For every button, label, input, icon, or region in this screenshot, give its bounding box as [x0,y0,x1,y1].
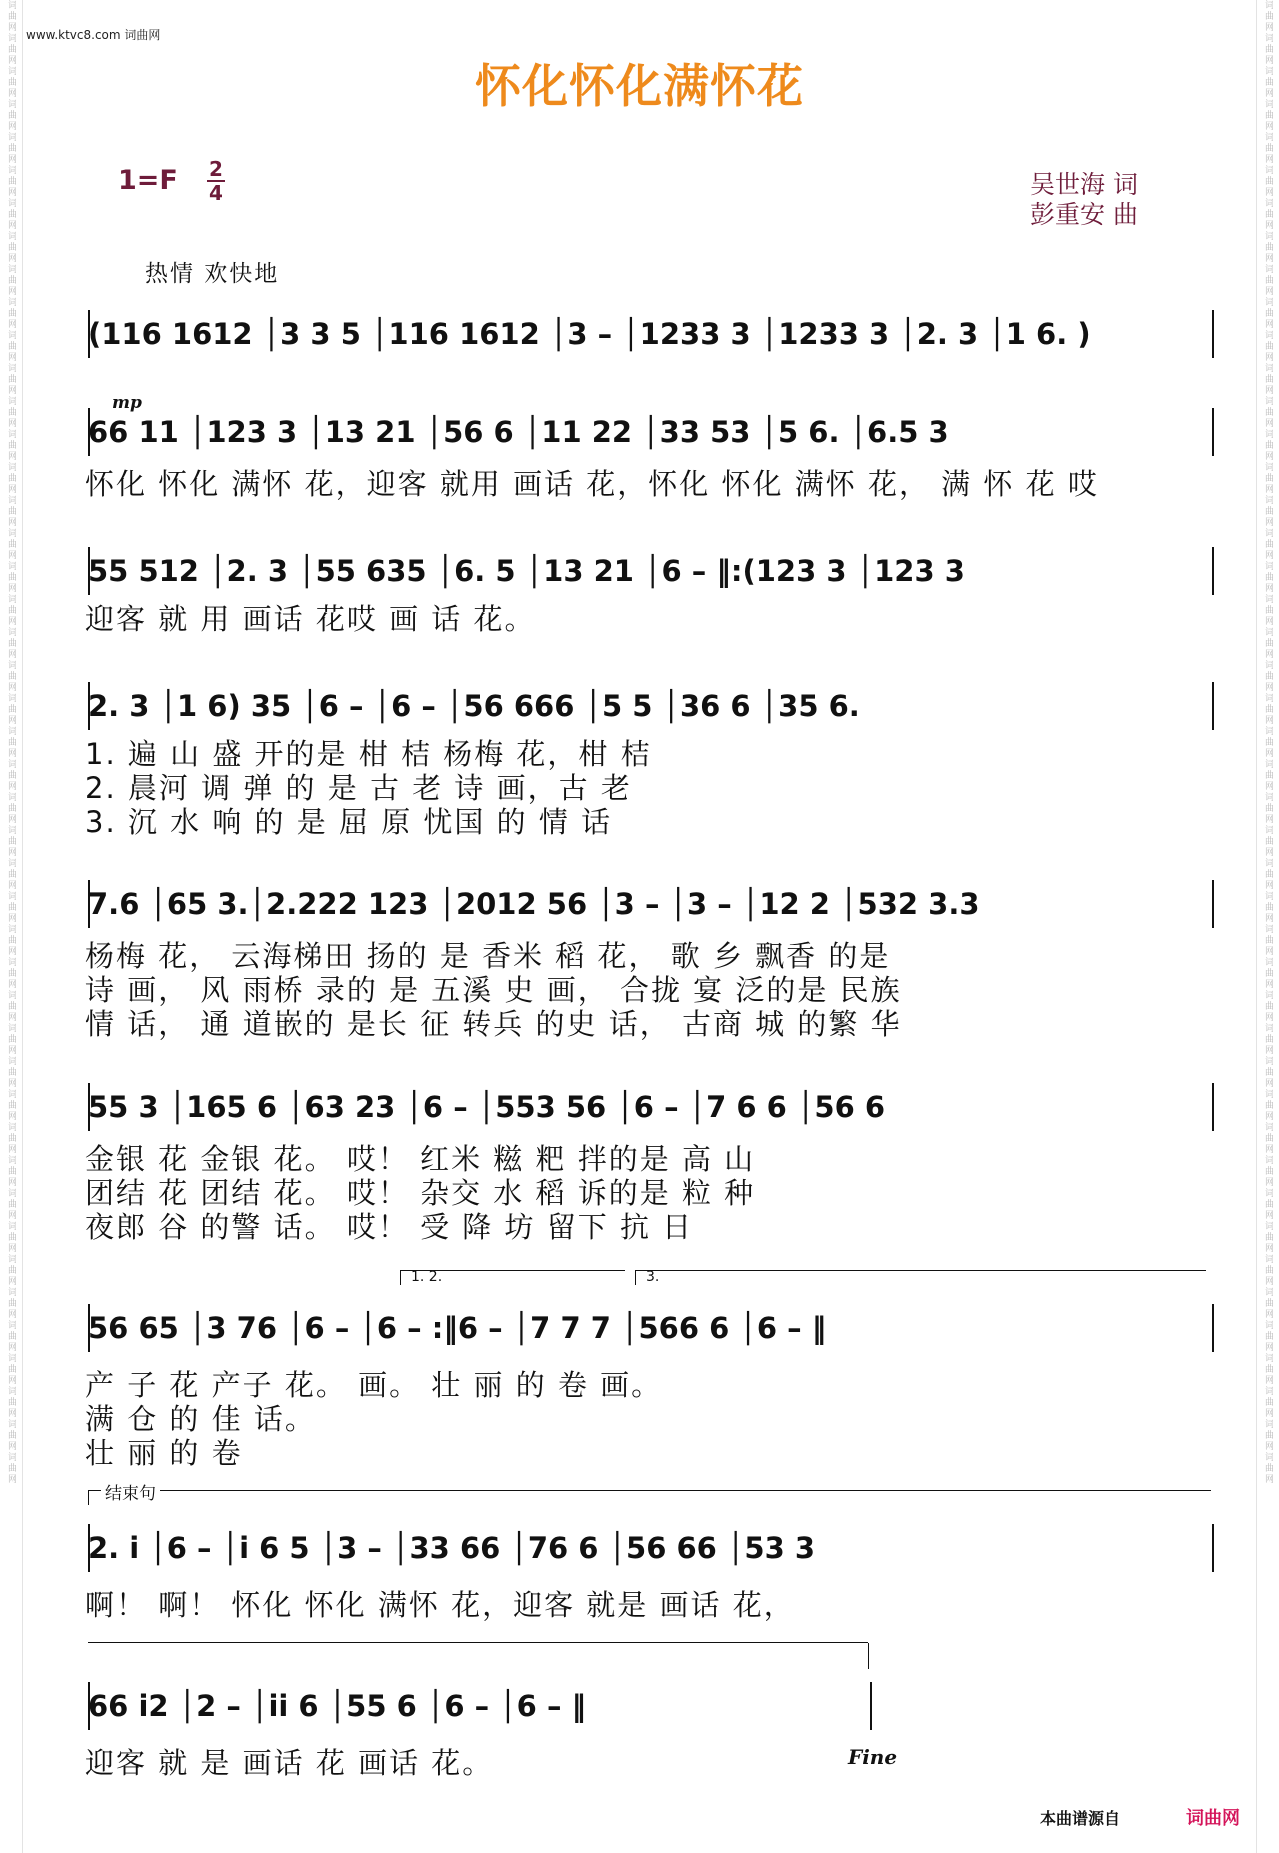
system-4-lyrics-verse-3: 3. 沉 水 响 的 是 屈 原 忧国 的 情 话 [85,805,613,839]
fine-marking: Fine [848,1745,898,1769]
system-7-lyrics-verse-2: 满 仓 的 佳 话。 [85,1402,316,1436]
system-7-lyrics-verse-1: 产 子 花 产子 花。 画。 壮 丽 的 卷 画。 [85,1368,663,1402]
left-watermark-text: 词曲网词曲网词曲网词曲网词曲网词曲网词曲网词曲网词曲网词曲网词曲网词曲网词曲网词曲网词曲网词曲网词曲网词曲网词曲网词曲网词曲网词曲网词曲网词曲网词曲网词曲网词曲网词曲网词曲网词曲网词曲网词曲网词曲网词曲网词曲网词曲网词曲网词曲网词曲网词曲网词曲网词曲网词曲网词曲网词曲网 [6,0,16,1485]
footer-source-text: 本曲谱源自 [1040,1809,1121,1828]
system-5-lyrics-verse-1: 杨梅 花， 云海梯田 扬的 是 香米 稻 花， 歌 乡 飘香 的是 [85,939,891,973]
system-3-notes: 55 512 │2. 3 │55 635 │6. 5 │13 21 │6 – ‖:(123 3 │123 3 [88,554,965,588]
meter-top: 2 [209,157,223,181]
system-6-lyrics-verse-1: 金银 花 金银 花。 哎！ 红米 糍 粑 拌的是 高 山 [85,1142,756,1176]
song-title: 怀化怀化满怀花 [475,59,804,113]
right-watermark-strip [1256,0,1279,1853]
system-5-lyrics-verse-2: 诗 画， 风 雨桥 录的 是 五溪 史 画， 合拢 宴 泛的是 民族 [85,973,902,1007]
first-ending-label: 1. 2. [411,1269,443,1285]
second-ending-volta [635,1270,1206,1285]
footer-brand-link[interactable]: 词曲网 [1186,1808,1240,1829]
time-signature [205,158,227,204]
system-9-lyrics: 迎客 就 是 画话 花 画话 花。 [85,1746,494,1780]
system-5-lyrics-verse-3: 情 话， 通 道嵌的 是长 征 转兵 的史 话， 古商 城 的繁 华 [85,1007,902,1041]
ending-section-label: 结束句 [101,1479,160,1504]
dynamic-mp: mp [112,393,142,413]
system-4-notes: 2. 3 │1 6) 35 │6 – │6 – │56 666 │5 5 │36 6 │35 6. [88,689,860,723]
system-3-lyrics: 迎客 就 用 画话 花哎 画 话 花。 [85,602,536,636]
system-8-notes: 2. i │6 – │i 6 5 │3 – │33 66 │76 6 │56 66 │53 3 [88,1531,816,1565]
tempo-marking: 热情 欢快地 [145,261,280,287]
ending-section-bracket [88,1484,1211,1505]
system-7-notes: 56 65 │3 76 │6 – │6 – :‖6 – │7 7 7 │566 6 │6 – ‖ [88,1311,827,1345]
system-9-notes: 66 i2 │2 – │ii 6 │55 6 │6 – │6 – ‖ [88,1689,587,1723]
system-2-notes: 66 11 │123 3 │13 21 │56 6 │11 22 │33 53 │5 6. │6.5 3 [88,415,949,449]
lyricist: 吴世海 词 [1030,170,1138,199]
first-ending-volta [400,1270,625,1285]
system-2-lyrics: 怀化 怀化 满怀 花，迎客 就用 画话 花，怀化 怀化 满怀 花， 满 怀 花 哎 [85,467,1099,501]
site-url[interactable]: www.ktvc8.com 词曲网 [26,28,161,42]
system-6-lyrics-verse-2: 团结 花 团结 花。 哎！ 杂交 水 稻 诉的是 粒 种 [85,1176,756,1210]
system-6-notes: 55 3 │165 6 │63 23 │6 – │553 56 │6 – │7 6 6 │56 6 [88,1090,886,1124]
key-signature: 1=F [118,165,178,196]
composer: 彭重安 曲 [1030,200,1138,229]
system-8-lyrics: 啊！ 啊！ 怀化 怀化 满怀 花，迎客 就是 画话 花， [85,1588,795,1622]
right-watermark-text: 词曲网词曲网词曲网词曲网词曲网词曲网词曲网词曲网词曲网词曲网词曲网词曲网词曲网词曲网词曲网词曲网词曲网词曲网词曲网词曲网词曲网词曲网词曲网词曲网词曲网词曲网词曲网词曲网词曲网词曲网词曲网词曲网词曲网词曲网词曲网词曲网词曲网词曲网词曲网词曲网词曲网词曲网词曲网词曲网词曲网 [1263,0,1273,1485]
system-4-lyrics-verse-2: 2. 晨河 调 弹 的 是 古 老 诗 画，古 老 [85,771,632,805]
meter-bottom: 4 [209,181,223,205]
system-1-notes: (116 1612 │3 3 5 │116 1612 │3 – │1233 3 │1233 3 │2. 3 │1 6. ) [88,317,1091,351]
left-watermark-strip [0,0,23,1853]
second-ending-label: 3. [646,1269,660,1285]
system-5-notes: 7.6 │65 3.│2.222 123 │2012 56 │3 – │3 – │12 2 │532 3.3 [88,887,980,921]
system-6-lyrics-verse-3: 夜郎 谷 的警 话。 哎！ 受 降 坊 留下 抗 日 [85,1210,694,1244]
credits [1030,170,1138,230]
final-line-bracket [88,1642,868,1643]
system-4-lyrics-verse-1: 1. 遍 山 盛 开的是 柑 桔 杨梅 花，柑 桔 [85,737,652,771]
system-7-lyrics-verse-3: 壮 丽 的 卷 [85,1436,243,1470]
